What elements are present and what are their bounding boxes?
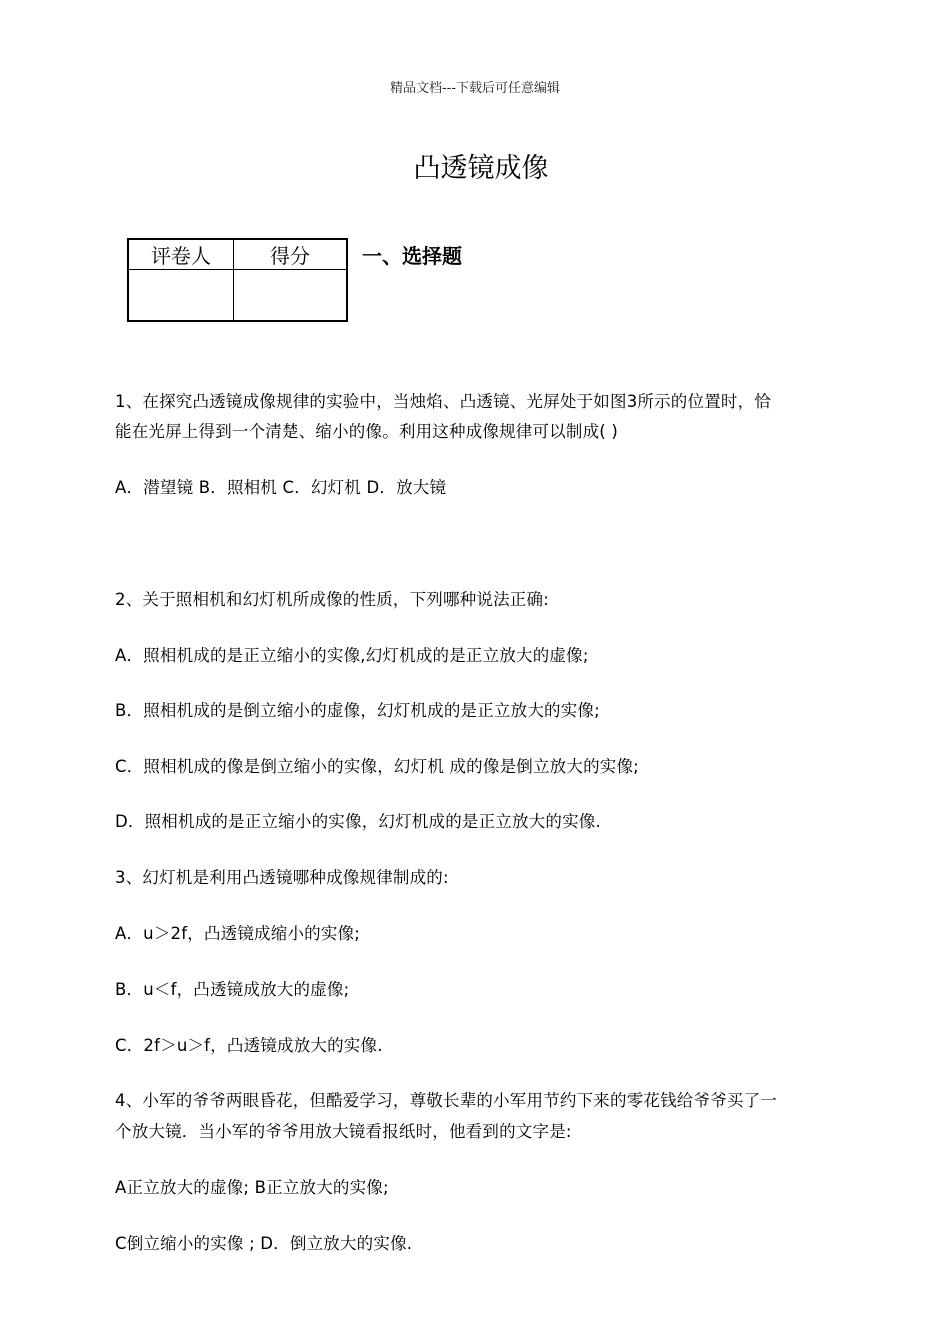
score-table-header-grader: 评卷人 <box>129 240 234 270</box>
score-table <box>127 238 348 322</box>
score-table-header-score: 得分 <box>234 240 346 270</box>
score-table-cell-grader <box>129 270 234 320</box>
question-4-line-1: 4、小军的爷爷两眼昏花，但酷爱学习，尊敬长辈的小军用节约下来的零花钱给爷爷买了一 <box>115 1091 777 1110</box>
question-2-option-c: C．照相机成的像是倒立缩小的实像，幻灯机 成的像是倒立放大的实像; <box>115 757 639 776</box>
question-3-stem: 3、幻灯机是利用凸透镜哪种成像规律制成的: <box>115 868 449 887</box>
question-1-line-1: 1、在探究凸透镜成像规律的实验中，当烛焰、凸透镜、光屏处于如图3所示的位置时，恰 <box>115 392 771 411</box>
question-4-options-ab: A正立放大的虚像; B正立放大的实像; <box>115 1178 389 1197</box>
question-2-option-d: D．照相机成的是正立缩小的实像，幻灯机成的是正立放大的实像. <box>115 812 601 831</box>
score-table-cell-score <box>234 270 346 320</box>
question-3-option-a: A．u＞2f，凸透镜成缩小的实像; <box>115 924 361 943</box>
question-2-option-b: B．照相机成的是倒立缩小的虚像，幻灯机成的是正立放大的实像; <box>115 701 600 720</box>
question-3-option-b: B．u＜f，凸透镜成放大的虚像; <box>115 980 350 999</box>
question-3-option-c: C．2f＞u＞f，凸透镜成放大的实像. <box>115 1036 383 1055</box>
question-4-line-2: 个放大镜．当小军的爷爷用放大镜看报纸时，他看到的文字是: <box>115 1122 572 1141</box>
section-heading: 一、选择题 <box>362 244 462 268</box>
page-header: 精品文档---下载后可任意编辑 <box>389 81 561 96</box>
question-4-options-cd: C倒立缩小的实像 ; D．倒立放大的实像. <box>115 1234 413 1253</box>
question-1-line-2: 能在光屏上得到一个清楚、缩小的像。利用这种成像规律可以制成( ) <box>115 422 619 441</box>
document-title: 凸透镜成像 <box>413 153 549 184</box>
question-2-stem: 2、关于照相机和幻灯机所成像的性质，下列哪种说法正确: <box>115 590 549 609</box>
question-2-option-a: A．照相机成的是正立缩小的实像,幻灯机成的是正立放大的虚像; <box>115 646 589 665</box>
question-1-options: A．潜望镜 B．照相机 C．幻灯机 D．放大镜 <box>115 478 447 497</box>
